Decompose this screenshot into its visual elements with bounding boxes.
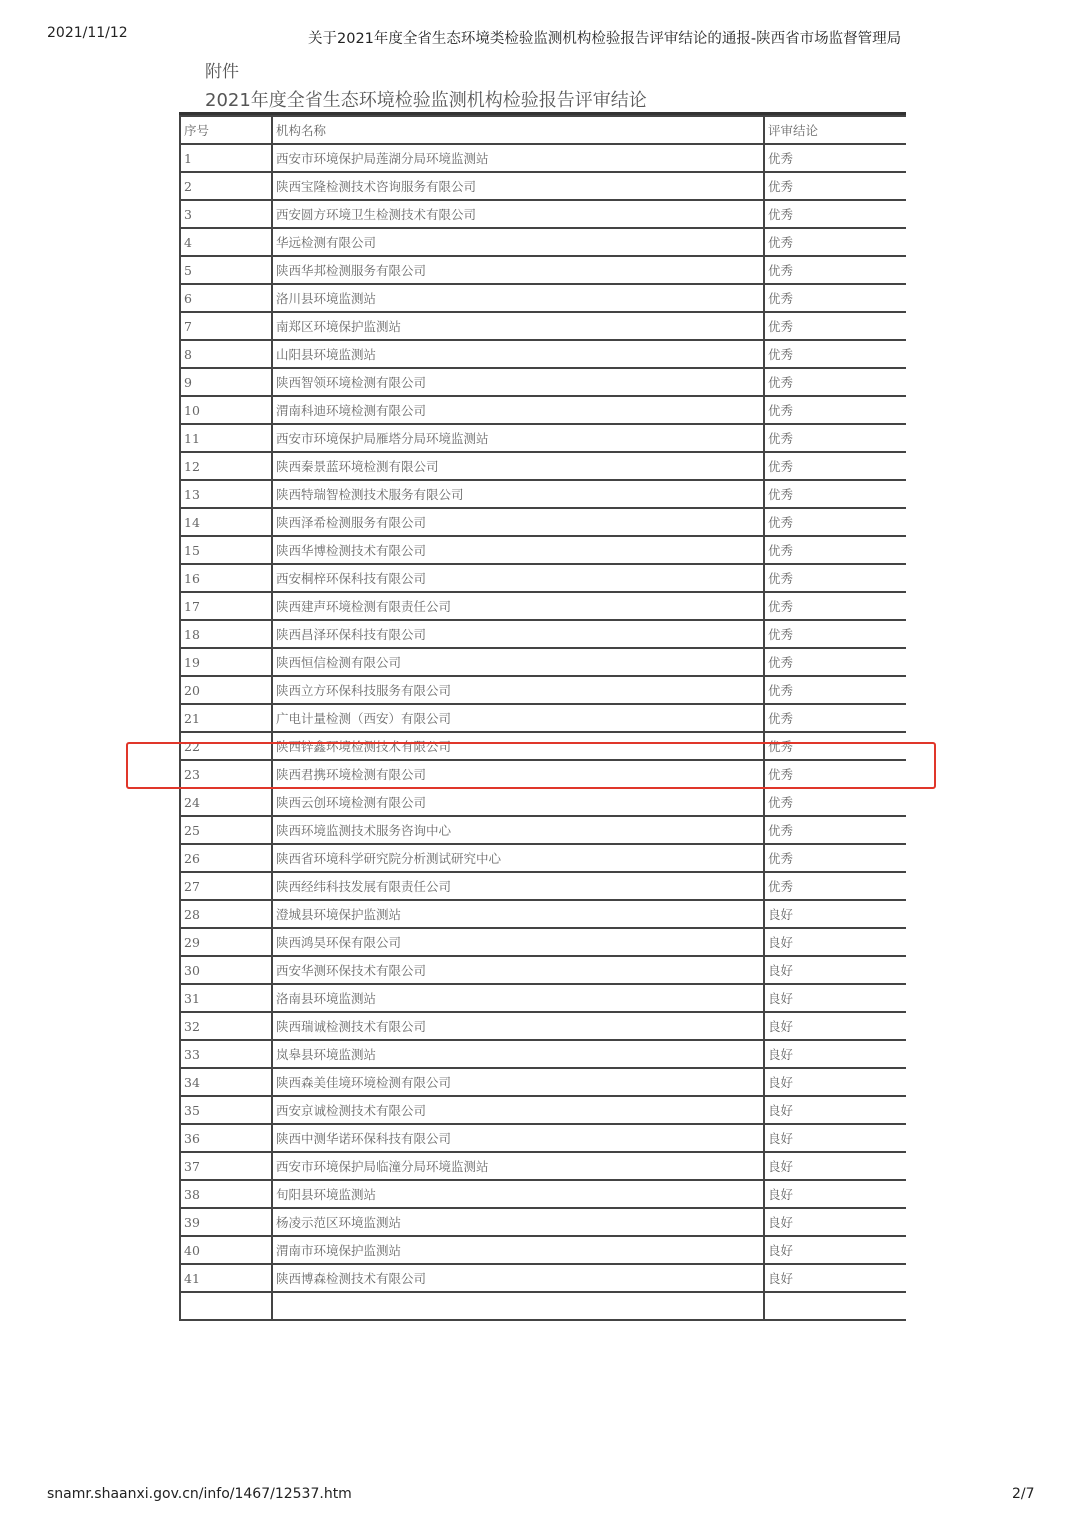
attachment-label: 附件 <box>205 62 239 82</box>
row-cell-conclusion: 良好 <box>764 1068 906 1096</box>
row-cell-conclusion: 良好 <box>764 1152 906 1180</box>
row-cell-conclusion: 优秀 <box>764 648 906 676</box>
row-cell-index: 19 <box>180 648 272 676</box>
row-cell-conclusion: 良好 <box>764 1264 906 1292</box>
table-row <box>180 480 906 508</box>
row-cell-org-name: 陕西中测华诺环保科技有限公司 <box>272 1124 764 1152</box>
row-cell-index: 23 <box>180 760 272 788</box>
table-row <box>180 816 906 844</box>
row-cell-index: 2 <box>180 172 272 200</box>
table-row <box>180 620 906 648</box>
row-cell-org-name: 陕西智领环境检测有限公司 <box>272 368 764 396</box>
row-cell-org-name: 陕西锌鑫环境检测技术有限公司 <box>272 732 764 760</box>
row-cell-index: 18 <box>180 620 272 648</box>
row-cell-org-name: 陕西秦景蓝环境检测有限公司 <box>272 452 764 480</box>
row-cell-org-name: 陕西华邦检测服务有限公司 <box>272 256 764 284</box>
row-cell-org-name: 陕西经纬科技发展有限责任公司 <box>272 872 764 900</box>
row-cell-conclusion: 良好 <box>764 1180 906 1208</box>
table-row <box>180 284 906 312</box>
row-cell-conclusion: 良好 <box>764 984 906 1012</box>
table-row <box>180 676 906 704</box>
table-row <box>180 368 906 396</box>
row-cell-conclusion: 优秀 <box>764 144 906 172</box>
row-cell-conclusion: 优秀 <box>764 200 906 228</box>
table-row <box>180 1180 906 1208</box>
row-cell-index: 28 <box>180 900 272 928</box>
row-cell-conclusion: 优秀 <box>764 284 906 312</box>
row-cell-org-name: 西安市环境保护局临潼分局环境监测站 <box>272 1152 764 1180</box>
table-row <box>180 1236 906 1264</box>
header-cell-conclusion: 评审结论 <box>764 116 906 144</box>
table-row <box>180 592 906 620</box>
table-row <box>180 1096 906 1124</box>
row-cell-org-name: 陕西森美佳境环境检测有限公司 <box>272 1068 764 1096</box>
row-cell-conclusion: 优秀 <box>764 788 906 816</box>
print-page-title: 关于2021年度全省生态环境类检验监测机构检验报告评审结论的通报-陕西省市场监督管理局 <box>308 31 902 47</box>
row-cell-conclusion <box>764 1292 906 1320</box>
row-cell-index: 41 <box>180 1264 272 1292</box>
table-row <box>180 452 906 480</box>
row-cell-conclusion: 优秀 <box>764 676 906 704</box>
table-row <box>180 872 906 900</box>
row-cell-index: 20 <box>180 676 272 704</box>
row-cell-index: 21 <box>180 704 272 732</box>
row-cell-index: 5 <box>180 256 272 284</box>
row-cell-conclusion: 优秀 <box>764 620 906 648</box>
row-cell-index: 32 <box>180 1012 272 1040</box>
row-cell-org-name: 西安市环境保护局莲湖分局环境监测站 <box>272 144 764 172</box>
row-cell-conclusion: 优秀 <box>764 312 906 340</box>
row-cell-index: 24 <box>180 788 272 816</box>
row-cell-conclusion: 优秀 <box>764 508 906 536</box>
table-row <box>180 340 906 368</box>
row-cell-org-name: 陕西立方环保科技服务有限公司 <box>272 676 764 704</box>
row-cell-index: 33 <box>180 1040 272 1068</box>
table-row <box>180 1040 906 1068</box>
row-cell-org-name: 华远检测有限公司 <box>272 228 764 256</box>
row-cell-org-name: 陕西省环境科学研究院分析测试研究中心 <box>272 844 764 872</box>
table-row <box>180 172 906 200</box>
row-cell-org-name: 南郑区环境保护监测站 <box>272 312 764 340</box>
results-table <box>179 115 906 1321</box>
row-cell-org-name: 西安华测环保技术有限公司 <box>272 956 764 984</box>
row-cell-conclusion: 优秀 <box>764 396 906 424</box>
table-row <box>180 1012 906 1040</box>
row-cell-conclusion: 良好 <box>764 1012 906 1040</box>
row-cell-index: 7 <box>180 312 272 340</box>
row-cell-org-name: 渭南市环境保护监测站 <box>272 1236 764 1264</box>
row-cell-conclusion: 优秀 <box>764 592 906 620</box>
table-row <box>180 1068 906 1096</box>
row-cell-conclusion: 良好 <box>764 1124 906 1152</box>
row-cell-index: 30 <box>180 956 272 984</box>
table-row <box>180 1152 906 1180</box>
header-cell-org-name: 机构名称 <box>272 116 764 144</box>
row-cell-org-name: 陕西环境监测技术服务咨询中心 <box>272 816 764 844</box>
row-cell-org-name: 渭南科迪环境检测有限公司 <box>272 396 764 424</box>
document-title: 2021年度全省生态环境检验监测机构检验报告评审结论 <box>205 90 647 111</box>
table-row <box>180 1124 906 1152</box>
table-row <box>180 788 906 816</box>
table-row <box>180 564 906 592</box>
row-cell-index: 22 <box>180 732 272 760</box>
results-table-body <box>180 116 906 1320</box>
row-cell-org-name: 岚皋县环境监测站 <box>272 1040 764 1068</box>
row-cell-index: 26 <box>180 844 272 872</box>
row-cell-index: 36 <box>180 1124 272 1152</box>
row-cell-org-name: 山阳县环境监测站 <box>272 340 764 368</box>
row-cell-conclusion: 优秀 <box>764 844 906 872</box>
table-row <box>180 508 906 536</box>
row-cell-conclusion: 良好 <box>764 1236 906 1264</box>
print-header <box>0 0 1080 60</box>
table-row <box>180 844 906 872</box>
row-cell-index: 10 <box>180 396 272 424</box>
row-cell-conclusion: 优秀 <box>764 368 906 396</box>
row-cell-index: 14 <box>180 508 272 536</box>
table-row <box>180 1264 906 1292</box>
row-cell-org-name <box>272 1292 764 1320</box>
table-header-row <box>180 116 906 144</box>
row-cell-index: 40 <box>180 1236 272 1264</box>
row-cell-conclusion: 优秀 <box>764 340 906 368</box>
table-row <box>180 900 906 928</box>
row-cell-index: 38 <box>180 1180 272 1208</box>
table-row <box>180 928 906 956</box>
table-row <box>180 144 906 172</box>
table-row <box>180 228 906 256</box>
row-cell-index <box>180 1292 272 1320</box>
row-cell-conclusion: 良好 <box>764 1040 906 1068</box>
table-row <box>180 704 906 732</box>
row-cell-conclusion: 优秀 <box>764 704 906 732</box>
row-cell-conclusion: 优秀 <box>764 424 906 452</box>
row-cell-conclusion: 优秀 <box>764 760 906 788</box>
row-cell-org-name: 陕西恒信检测有限公司 <box>272 648 764 676</box>
row-cell-org-name: 广电计量检测（西安）有限公司 <box>272 704 764 732</box>
row-cell-conclusion: 优秀 <box>764 452 906 480</box>
row-cell-org-name: 陕西鸿昊环保有限公司 <box>272 928 764 956</box>
row-cell-org-name: 陕西瑞诚检测技术有限公司 <box>272 1012 764 1040</box>
row-cell-index: 11 <box>180 424 272 452</box>
highlight-box <box>126 742 936 789</box>
row-cell-org-name: 旬阳县环境监测站 <box>272 1180 764 1208</box>
table-row <box>180 396 906 424</box>
row-cell-conclusion: 良好 <box>764 1208 906 1236</box>
row-cell-index: 3 <box>180 200 272 228</box>
print-footer-page-number: 2/7 <box>1012 1486 1035 1502</box>
table-row <box>180 200 906 228</box>
table-row <box>180 1208 906 1236</box>
table-row <box>180 956 906 984</box>
row-cell-index: 6 <box>180 284 272 312</box>
row-cell-index: 9 <box>180 368 272 396</box>
row-cell-index: 25 <box>180 816 272 844</box>
row-cell-conclusion: 良好 <box>764 900 906 928</box>
row-cell-conclusion: 优秀 <box>764 480 906 508</box>
row-cell-org-name: 洛川县环境监测站 <box>272 284 764 312</box>
row-cell-org-name: 陕西君携环境检测有限公司 <box>272 760 764 788</box>
row-cell-conclusion: 优秀 <box>764 816 906 844</box>
row-cell-conclusion: 良好 <box>764 928 906 956</box>
table-row <box>180 424 906 452</box>
print-footer-url: snamr.shaanxi.gov.cn/info/1467/12537.htm <box>47 1486 352 1502</box>
table-row <box>180 256 906 284</box>
row-cell-org-name: 西安京诚检测技术有限公司 <box>272 1096 764 1124</box>
print-date: 2021/11/12 <box>47 25 128 41</box>
row-cell-org-name: 陕西云创环境检测有限公司 <box>272 788 764 816</box>
row-cell-index: 16 <box>180 564 272 592</box>
row-cell-org-name: 陕西泽希检测服务有限公司 <box>272 508 764 536</box>
row-cell-org-name: 陕西博森检测技术有限公司 <box>272 1264 764 1292</box>
header-cell-index: 序号 <box>180 116 272 144</box>
row-cell-org-name: 澄城县环境保护监测站 <box>272 900 764 928</box>
table-row <box>180 648 906 676</box>
row-cell-conclusion: 优秀 <box>764 732 906 760</box>
row-cell-index: 34 <box>180 1068 272 1096</box>
row-cell-index: 39 <box>180 1208 272 1236</box>
table-row <box>180 984 906 1012</box>
row-cell-index: 1 <box>180 144 272 172</box>
row-cell-conclusion: 优秀 <box>764 536 906 564</box>
row-cell-org-name: 陕西特瑞智检测技术服务有限公司 <box>272 480 764 508</box>
row-cell-index: 17 <box>180 592 272 620</box>
row-cell-conclusion: 优秀 <box>764 228 906 256</box>
row-cell-org-name: 陕西华博检测技术有限公司 <box>272 536 764 564</box>
row-cell-org-name: 洛南县环境监测站 <box>272 984 764 1012</box>
row-cell-index: 8 <box>180 340 272 368</box>
row-cell-org-name: 陕西建声环境检测有限责任公司 <box>272 592 764 620</box>
row-cell-index: 31 <box>180 984 272 1012</box>
row-cell-index: 15 <box>180 536 272 564</box>
row-cell-index: 35 <box>180 1096 272 1124</box>
row-cell-org-name: 西安桐梓环保科技有限公司 <box>272 564 764 592</box>
row-cell-index: 4 <box>180 228 272 256</box>
row-cell-index: 29 <box>180 928 272 956</box>
row-cell-org-name: 西安市环境保护局雁塔分局环境监测站 <box>272 424 764 452</box>
row-cell-conclusion: 优秀 <box>764 256 906 284</box>
row-cell-conclusion: 良好 <box>764 1096 906 1124</box>
row-cell-conclusion: 优秀 <box>764 172 906 200</box>
row-cell-conclusion: 良好 <box>764 956 906 984</box>
table-row <box>180 536 906 564</box>
row-cell-index: 37 <box>180 1152 272 1180</box>
row-cell-index: 12 <box>180 452 272 480</box>
row-cell-org-name: 陕西昌泽环保科技有限公司 <box>272 620 764 648</box>
table-row <box>180 1292 906 1320</box>
row-cell-index: 13 <box>180 480 272 508</box>
row-cell-org-name: 陕西宝隆检测技术咨询服务有限公司 <box>272 172 764 200</box>
row-cell-org-name: 西安圆方环境卫生检测技术有限公司 <box>272 200 764 228</box>
results-table-container <box>179 112 906 1481</box>
row-cell-index: 27 <box>180 872 272 900</box>
row-cell-conclusion: 优秀 <box>764 564 906 592</box>
row-cell-conclusion: 优秀 <box>764 872 906 900</box>
row-cell-org-name: 杨凌示范区环境监测站 <box>272 1208 764 1236</box>
table-row <box>180 312 906 340</box>
